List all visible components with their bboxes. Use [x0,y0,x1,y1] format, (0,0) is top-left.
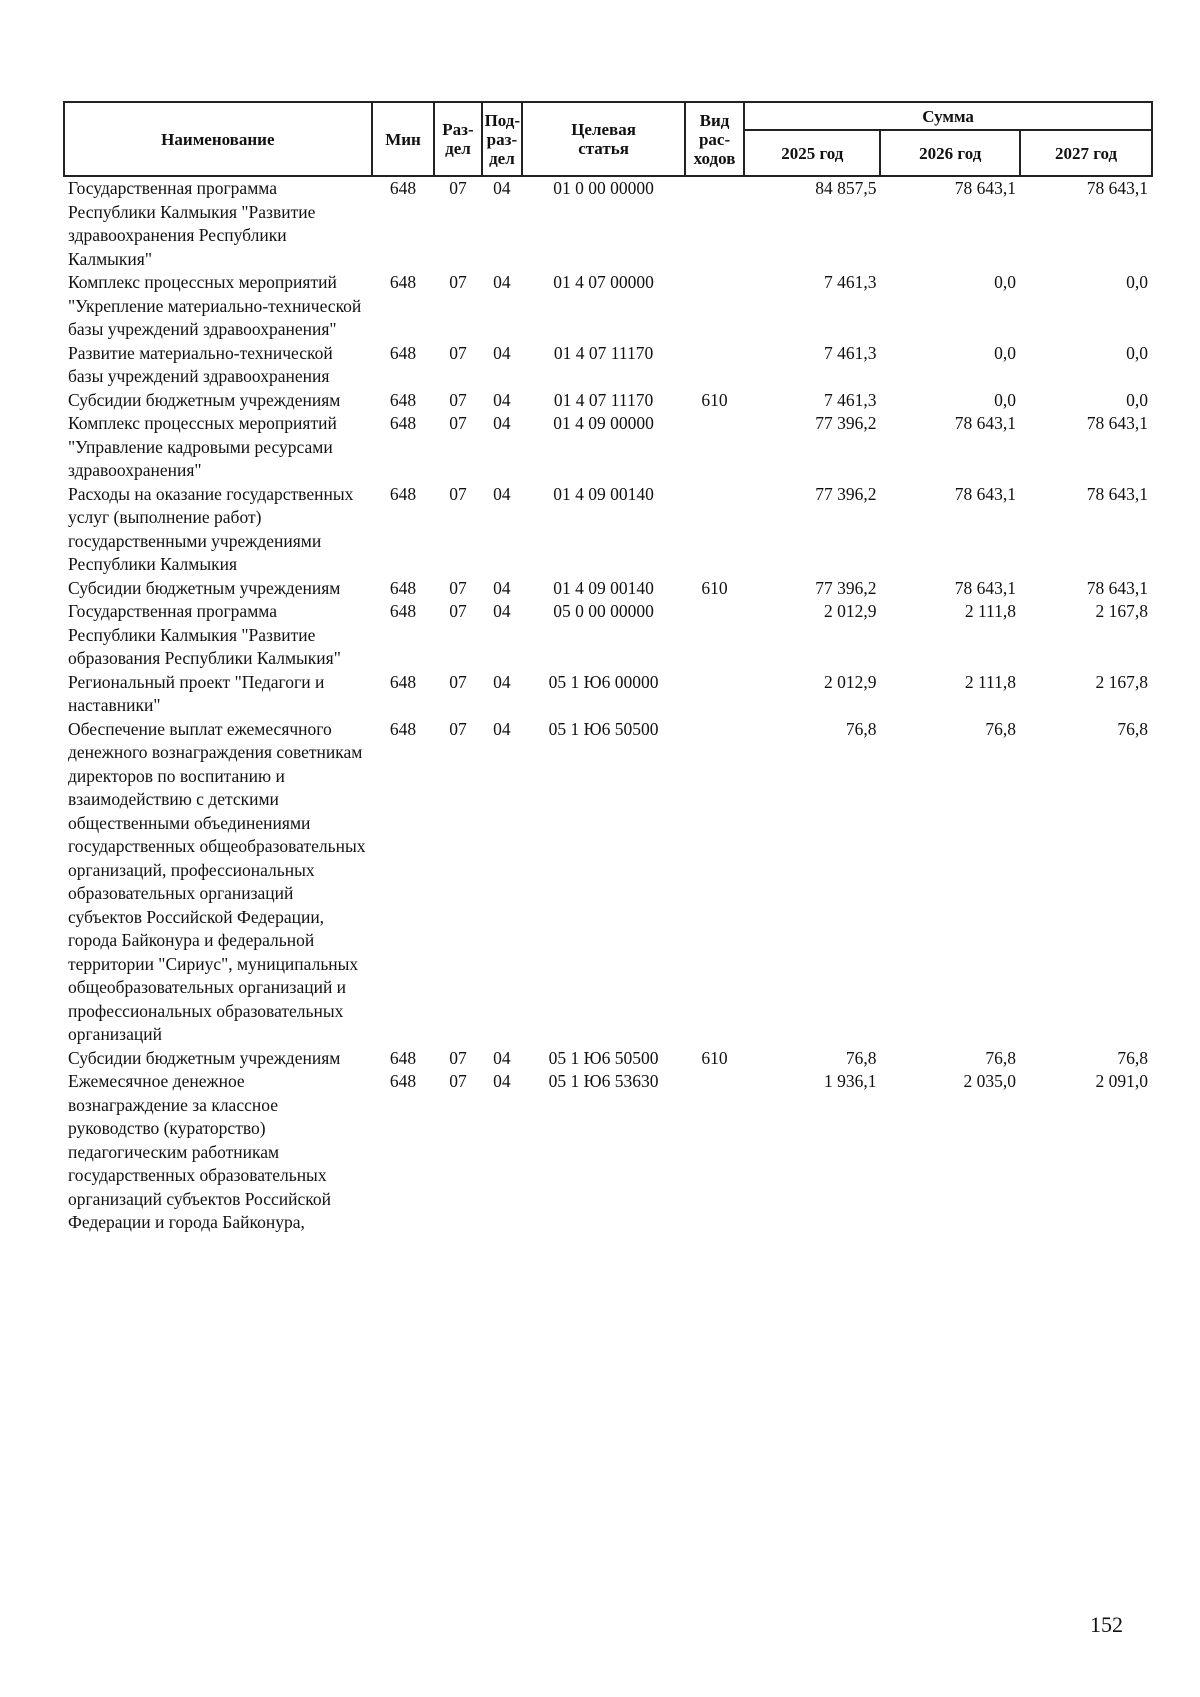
row-sum-2025: 77 396,2 [815,483,877,504]
header-sum: Сумма [744,102,1152,130]
row-sum-2027: 76,8 [1117,1047,1148,1068]
row-sum-2025: 84 857,5 [815,178,877,198]
row-razdel: 07 [449,389,467,410]
row-sum-2026: 76,8 [985,1047,1017,1068]
table-row [64,718,1152,1047]
row-sum-2025: 2 012,9 [823,601,877,621]
row-sum-2025: 7 461,3 [823,389,877,410]
row-sum-2027: 0,0 [1126,389,1148,410]
table-row [64,600,1152,671]
row-podrazdel: 04 [493,342,511,363]
row-podrazdel: 04 [493,1071,511,1091]
table-row [64,483,1152,577]
row-name: Расходы на оказание государственных услуг (выполнение работ) государственными учреждениями Республики Калмыкия [68,483,354,574]
page-number: 152 [1090,1612,1123,1637]
row-min: 648 [389,272,417,292]
row-sum-2025: 7 461,3 [823,272,877,292]
row-vid: 610 [701,389,728,410]
row-target: 01 4 07 11170 [553,342,654,363]
row-podrazdel: 04 [493,413,511,433]
row-min: 648 [389,577,417,598]
row-min: 648 [389,413,417,433]
row-podrazdel: 04 [493,1047,511,1068]
row-sum-2025: 76,8 [845,1047,877,1068]
row-min: 648 [389,1047,417,1068]
row-vid [685,671,744,718]
row-name: Обеспечение выплат ежемесячного денежного вознаграждения советникам директоров по воспитанию и взаимодействию с детскими общественными объединениями государственных общеобразовательных организаций, профессиональных образовательных организаций субъектов Российской Федерации, города Байконура и федеральной территории "Сириус", муниципальных общеобразовательных организаций и профессиональных образовательных организаций [68,718,366,1044]
row-name: Государственная программа Республики Калмыкия "Развитие здравоохранения Республики Калмыкия" [68,178,316,269]
row-sum-2027: 0,0 [1126,342,1148,363]
table-body [64,176,1152,1235]
row-razdel: 07 [449,718,467,739]
table-row [64,671,1152,718]
row-vid [685,342,744,389]
row-sum-2026: 78 643,1 [954,178,1017,198]
row-sum-2026: 0,0 [994,272,1017,292]
row-target: 01 4 09 00000 [553,413,654,433]
row-sum-2026: 2 111,8 [964,671,1017,692]
row-sum-2026: 78 643,1 [954,577,1017,598]
row-name: Комплекс процессных мероприятий "Управление кадровыми ресурсами здравоохранения" [68,413,337,480]
row-target: 01 4 07 00000 [553,272,654,292]
row-vid [685,1070,744,1235]
row-name: Государственная программа Республики Калмыкия "Развитие образования Республики Калмыкия" [68,601,341,668]
row-target: 01 4 09 00140 [553,483,654,504]
row-min: 648 [389,178,417,198]
row-sum-2026: 0,0 [994,342,1017,363]
row-target: 01 0 00 00000 [553,178,654,198]
row-podrazdel: 04 [493,601,511,621]
header-min: Мин [372,102,435,176]
header-name: Наименование [64,102,372,176]
row-sum-2027: 78 643,1 [1086,483,1148,504]
row-name: Развитие материально-технической базы учреждений здравоохранения [68,342,333,386]
table-row [64,1070,1152,1235]
row-podrazdel: 04 [493,178,511,198]
row-razdel: 07 [449,671,467,692]
header-podrazdel: Под- раз- дел [482,102,523,176]
row-name: Комплекс процессных мероприятий "Укрепление материально-технической базы учреждений здравоохранения" [68,272,362,339]
row-vid [685,412,744,483]
table-row [64,1047,1152,1071]
table-row [64,412,1152,483]
row-vid [685,483,744,577]
row-sum-2027: 76,8 [1117,718,1148,739]
row-sum-2026: 2 111,8 [964,601,1017,621]
row-name: Региональный проект "Педагоги и наставники" [68,671,325,715]
row-min: 648 [389,389,417,410]
header-2025: 2025 год [744,130,880,176]
table-row [64,577,1152,601]
row-sum-2027: 2 167,8 [1095,601,1148,621]
row-sum-2027: 78 643,1 [1086,577,1148,598]
row-min: 648 [389,601,417,621]
row-name: Субсидии бюджетным учреждениям [68,389,341,410]
row-target: 05 1 Ю6 00000 [548,671,659,692]
row-vid: 610 [701,1047,728,1068]
row-min: 648 [389,342,417,363]
row-target: 05 1 Ю6 50500 [548,1047,659,1068]
row-name: Ежемесячное денежное вознаграждение за классное руководство (кураторство) педагогическим работникам государственных образовательных организаций субъектов Российской Федерации и города Байконура, [68,1071,331,1232]
row-razdel: 07 [449,483,467,504]
row-podrazdel: 04 [493,483,511,504]
row-razdel: 07 [449,178,467,198]
row-podrazdel: 04 [493,389,511,410]
row-vid: 610 [701,577,728,598]
row-sum-2026: 78 643,1 [954,413,1017,433]
row-sum-2027: 2 091,0 [1095,1071,1148,1091]
row-razdel: 07 [449,577,467,598]
row-sum-2026: 0,0 [994,389,1017,410]
row-sum-2026: 76,8 [985,718,1017,739]
budget-page [63,101,1153,1235]
row-sum-2025: 77 396,2 [815,577,877,598]
header-2027: 2027 год [1020,130,1152,176]
row-vid [685,271,744,342]
row-vid [685,718,744,1047]
row-name: Субсидии бюджетным учреждениям [68,577,341,598]
row-sum-2027: 2 167,8 [1095,671,1148,692]
row-podrazdel: 04 [493,272,511,292]
row-target: 05 0 00 00000 [553,601,654,621]
row-min: 648 [389,1071,417,1091]
row-vid [685,600,744,671]
row-sum-2025: 1 936,1 [823,1071,877,1091]
row-min: 648 [389,483,417,504]
row-target: 01 4 09 00140 [553,577,654,598]
row-sum-2025: 77 396,2 [815,413,877,433]
row-target: 05 1 Ю6 50500 [548,718,659,739]
budget-table [63,101,1153,1235]
row-min: 648 [389,671,417,692]
row-target: 05 1 Ю6 53630 [548,1071,659,1091]
row-sum-2025: 76,8 [845,718,877,739]
row-razdel: 07 [449,1071,467,1091]
row-sum-2025: 7 461,3 [823,342,877,363]
table-row [64,342,1152,389]
row-razdel: 07 [449,1047,467,1068]
row-razdel: 07 [449,272,467,292]
table-row [64,271,1152,342]
row-podrazdel: 04 [493,577,511,598]
row-razdel: 07 [449,413,467,433]
row-sum-2027: 78 643,1 [1086,413,1148,433]
row-target: 01 4 07 11170 [553,389,654,410]
table-row [64,176,1152,271]
row-sum-2027: 0,0 [1126,272,1148,292]
header-razdel: Раз- дел [434,102,481,176]
header-vid: Вид рас- ходов [685,102,744,176]
row-name: Субсидии бюджетным учреждениям [68,1047,341,1068]
row-sum-2027: 78 643,1 [1086,178,1148,198]
header-2026: 2026 год [880,130,1020,176]
row-razdel: 07 [449,601,467,621]
table-header [64,102,1152,176]
row-vid [685,176,744,271]
row-sum-2026: 78 643,1 [954,483,1017,504]
table-row [64,389,1152,413]
row-razdel: 07 [449,342,467,363]
row-podrazdel: 04 [493,671,511,692]
row-sum-2025: 2 012,9 [823,671,877,692]
header-target: Целевая статья [522,102,685,176]
row-min: 648 [389,718,417,739]
row-sum-2026: 2 035,0 [963,1071,1017,1091]
row-podrazdel: 04 [493,718,511,739]
